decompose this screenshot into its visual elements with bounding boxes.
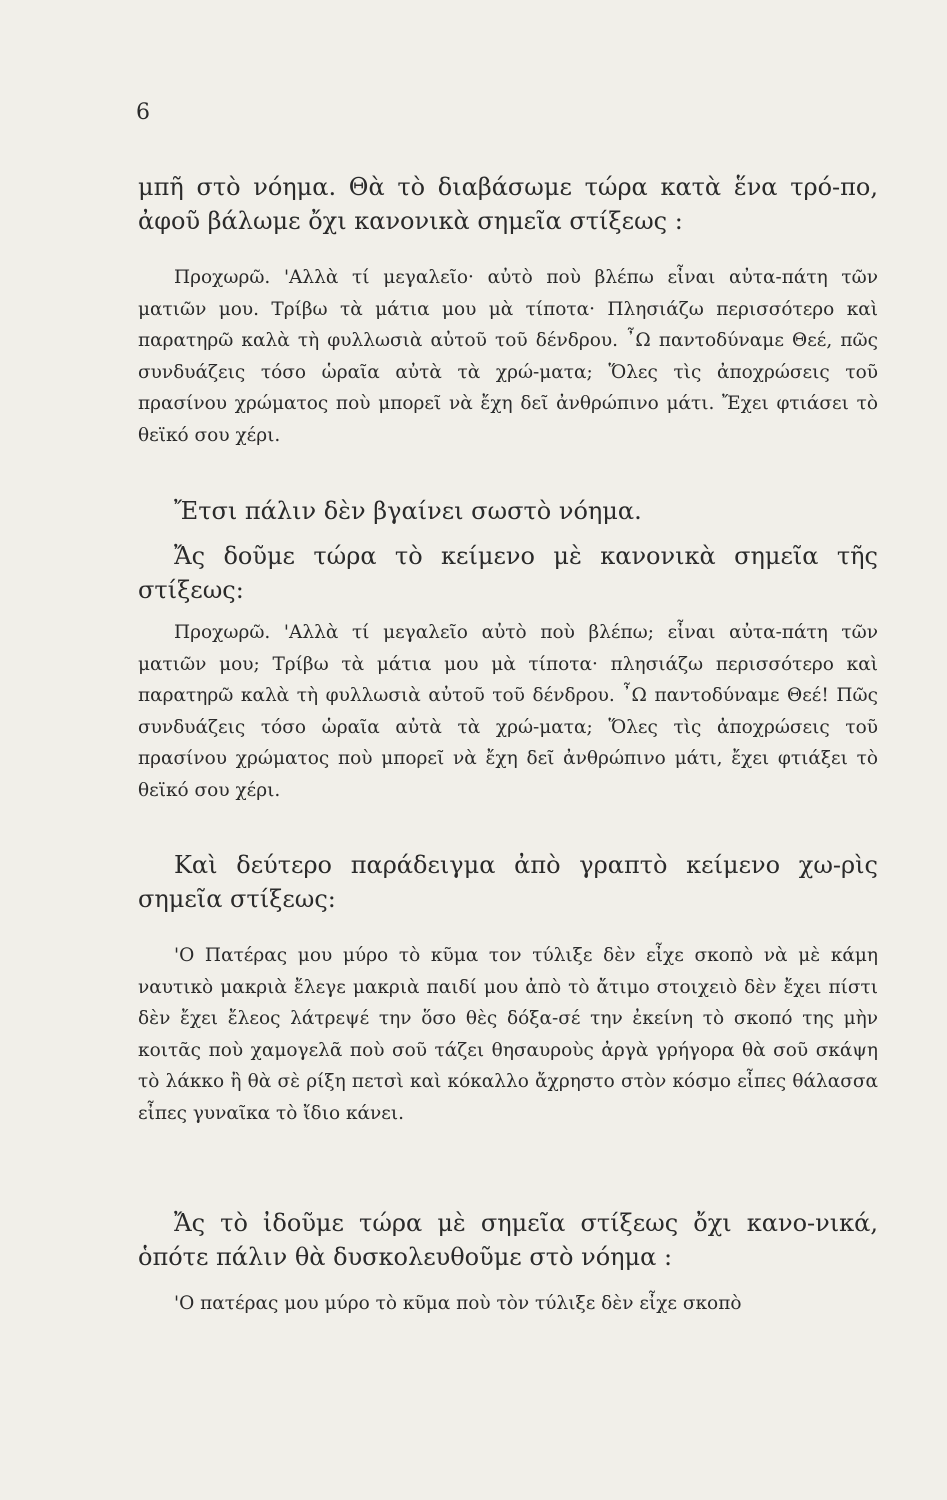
paragraph-heading-correct [138,539,878,607]
paragraph-text: Καὶ δεύτερο παράδειγμα ἀπὸ γραπτὸ κείμενο χω-ρὶς σημεῖα στίξεως: [138,851,878,913]
paragraph-second-example-heading [138,848,878,916]
paragraph-text: Ἔτσι πάλιν δὲν βγαίνει σωστὸ νόημα. [174,497,642,525]
page-number: 6 [136,100,150,125]
paragraph-text: Ἄς δοῦμε τώρα τὸ κείμενο μὲ κανονικὰ σημεῖα τῆς στίξεως: [138,542,878,604]
paragraph-heading-wrong [138,1206,878,1274]
paragraph-text: Ἄς τὸ ἰδοῦμε τώρα μὲ σημεῖα στίξεως ὄχι κανο-νικά, ὁπότε πάλιν θὰ δυσκολευθοῦμε στὸ νόημα : [138,1209,878,1271]
example-punctuated-1 [138,617,878,806]
example-punctuated-2-start [138,1288,878,1320]
paragraph-intro [138,170,878,238]
paragraph-text: 'Ο Πατέρας μου μύρο τὸ κῦμα τον τύλιξε δὲν εἶχε σκοπὸ νὰ μὲ κάμη ναυτικὸ μακριὰ ἔλεγε μακριὰ παιδί μου ἀπὸ τὸ ἄτιμο στοιχειὸ δὲν ἔχει πίστι δὲν ἔχει ἔλεος λάτρεψέ την ὅσο θὲς δόξα-σέ την ἐκείνη τὸ σκοπό της μὴν κοιτᾶς ποὺ χαμογελᾶ ποὺ σοῦ τάζει θησαυροὺς ἀργὰ γρήγορα θὰ σοῦ σκάψη τὸ λάκκο ἢ θὰ σὲ ρίξη πετσὶ καὶ κόκαλλο ἄχρηστο στὸν κόσμο εἶπες θάλασσα εἶπες γυναῖκα τὸ ἴδιο κάνει. [138,945,878,1124]
paragraph-text: Προχωρῶ. 'Αλλὰ τί μεγαλεῖο αὐτὸ ποὺ βλέπω; εἶναι αὐτα-πάτη τῶν ματιῶν μου; Τρίβω τὰ μάτια μου μὰ τίποτα· πλησιάζω περισσότερο καὶ παρατηρῶ καλὰ τὴ φυλλωσιὰ αὐτοῦ τοῦ δένδρου. ῏Ω παντοδύναμε Θεέ! Πῶς συνδυάζεις τόσο ὡραῖα αὐτὰ τὰ χρώ-ματα; Ὅλες τὶς ἀποχρώσεις τοῦ πρασίνου χρώματος ποὺ μπορεῖ νὰ ἔχη δεῖ ἀνθρώπινο μάτι, ἔχει φτιάξει τὸ θεϊκό σου χέρι. [138,622,878,801]
example-unpunctuated-2 [138,940,878,1129]
example-unpunctuated-1 [138,262,878,451]
paragraph-text: Προχωρῶ. 'Αλλὰ τί μεγαλεῖο· αὐτὸ ποὺ βλέπω εἶναι αὐτα-πάτη τῶν ματιῶν μου. Τρίβω τὰ μάτια μου μὰ τίποτα· Πλησιάζω περισσότερο καὶ παρατηρῶ καλὰ τὴ φυλλωσιὰ αὐτοῦ τοῦ δένδρου. ῏Ω παντοδύναμε Θεέ, πῶς συνδυάζεις τόσο ὡραῖα αὐτὰ τὰ χρώ-ματα; Ὅλες τὶς ἀποχρώσεις τοῦ πρασίνου χρώματος ποὺ μπορεῖ νὰ ἔχη δεῖ ἀνθρώπινο μάτι. Ἔχει φτιάσει τὸ θεϊκό σου χέρι. [138,267,878,446]
paragraph-text: μπῆ στὸ νόημα. Θὰ τὸ διαβάσωμε τώρα κατὰ ἕνα τρό-πο, ἀφοῦ βάλωμε ὄχι κανονικὰ σημεῖα στίξεως : [138,173,878,235]
paragraph-text: 'Ο πατέρας μου μύρο τὸ κῦμα ποὺ τὸν τύλιξε δὲν εἶχε σκοπὸ [174,1293,742,1314]
paragraph-comment [138,494,878,528]
